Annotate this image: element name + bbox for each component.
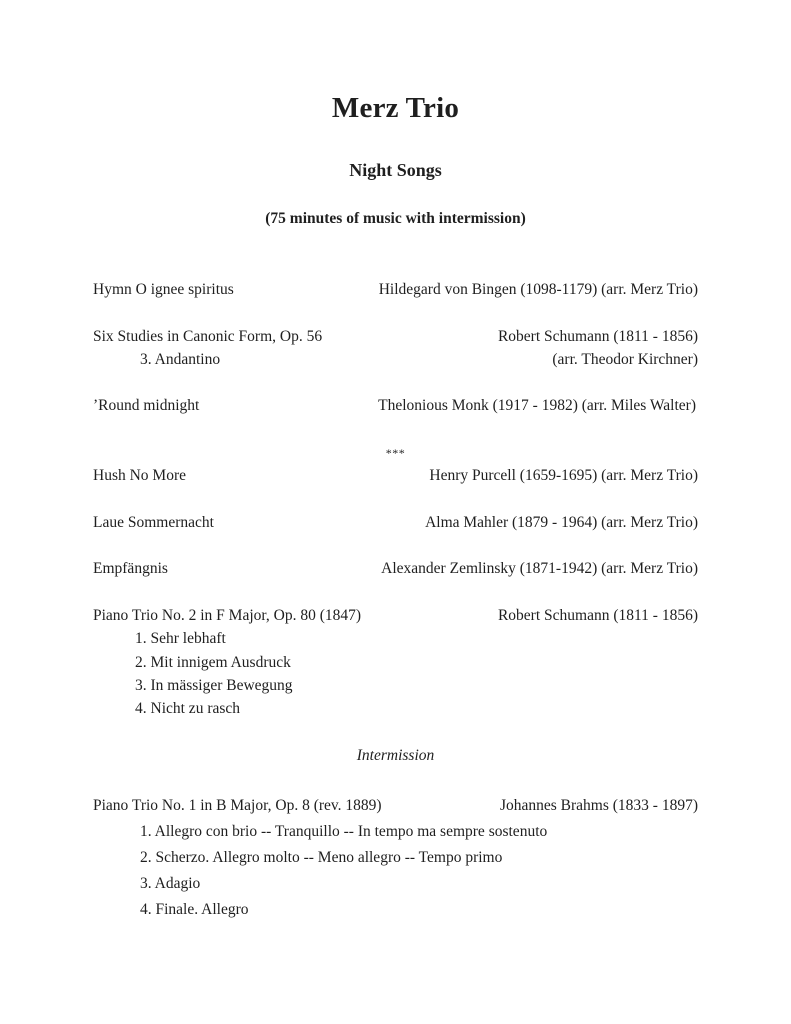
composer: Thelonious Monk (1917 - 1982) (arr. Miles Walter) [378,397,696,414]
work-title: Hymn O ignee spiritus [93,281,234,298]
composer: Johannes Brahms (1833 - 1897) [499,797,698,814]
work-title: Empfängnis [93,560,168,577]
intermission-label: Intermission [356,747,435,764]
program-item [93,514,698,536]
program-item [93,281,698,303]
movement: 1. Allegro con brio -- Tranquillo -- In tempo ma sempre sostenuto [140,823,548,840]
composer: Hildegard von Bingen (1098-1179) (arr. Merz Trio) [378,281,698,298]
work-title: Laue Sommernacht [93,514,214,531]
program-item [93,607,698,629]
work-title: Piano Trio No. 2 in F Major, Op. 80 (1847) [93,607,362,624]
program-item-detail [93,351,698,373]
movement: 3. Andantino [140,351,221,368]
movement: 3. Adagio [140,875,201,892]
composer: Robert Schumann (1811 - 1856) [497,328,698,345]
program-item [93,328,698,350]
program-item [93,397,698,419]
work-title: Piano Trio No. 1 in B Major, Op. 8 (rev. 1889) [93,797,382,814]
movement: 1. Sehr lebhaft [135,630,226,647]
composer: Henry Purcell (1659-1695) (arr. Merz Trio) [429,467,698,484]
arranger: (arr. Theodor Kirchner) [552,351,698,368]
work-title: ’Round midnight [93,397,200,414]
work-title: Six Studies in Canonic Form, Op. 56 [93,328,323,345]
program-duration: (75 minutes of music with intermission) [265,210,526,227]
program-item [93,797,698,819]
composer: Alexander Zemlinsky (1871-1942) (arr. Merz Trio) [381,560,698,577]
movement: 2. Mit innigem Ausdruck [135,654,291,671]
page-title: Merz Trio [331,92,460,124]
section-separator: *** [385,446,406,460]
program-item [93,467,698,489]
movement: 4. Nicht zu rasch [135,700,241,717]
movement: 4. Finale. Allegro [140,901,249,918]
work-title: Hush No More [93,467,186,484]
composer: Alma Mahler (1879 - 1964) (arr. Merz Trio) [425,514,698,531]
movement: 2. Scherzo. Allegro molto -- Meno allegro -- Tempo primo [140,849,503,866]
movement: 3. In mässiger Bewegung [135,677,293,694]
program-item [93,560,698,582]
program-subtitle: Night Songs [349,160,442,180]
composer: Robert Schumann (1811 - 1856) [497,607,698,624]
